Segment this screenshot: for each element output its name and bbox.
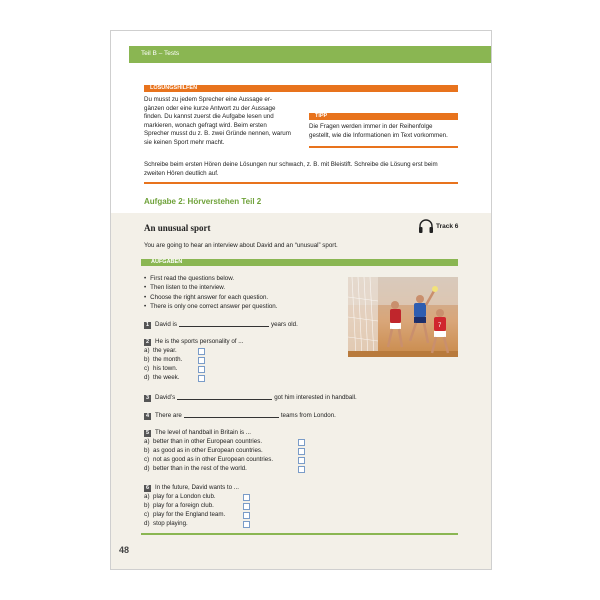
question-text: teams from London. bbox=[280, 412, 336, 419]
option-text: play for a London club. bbox=[153, 493, 216, 500]
list-item: • First read the questions below. bbox=[144, 274, 277, 283]
question-number: 3 bbox=[145, 395, 150, 401]
option-text: better than in the rest of the world. bbox=[153, 465, 247, 472]
question-text: years old. bbox=[271, 321, 298, 328]
answer-checkbox[interactable] bbox=[198, 357, 205, 364]
option-text: his town. bbox=[153, 365, 178, 372]
question-text: David’s bbox=[155, 394, 176, 401]
hilfen-line: Sprecher musst du z. B. zwei Gründe nennen, warum bbox=[144, 130, 291, 138]
answer-checkbox[interactable] bbox=[298, 439, 305, 446]
answer-checkbox[interactable] bbox=[198, 348, 205, 355]
option-row bbox=[144, 447, 263, 455]
option-row bbox=[144, 520, 188, 528]
aufgaben-bar bbox=[141, 259, 458, 266]
question-text: In the future, David wants to ... bbox=[155, 484, 239, 491]
option-row bbox=[144, 365, 177, 373]
question-text: got him interested in handball. bbox=[274, 394, 357, 401]
option-text: the year. bbox=[153, 347, 177, 354]
tipp-rule bbox=[309, 146, 458, 148]
list-item: • Then listen to the interview. bbox=[144, 283, 277, 292]
answer-checkbox[interactable] bbox=[243, 512, 250, 519]
option-row bbox=[144, 356, 182, 364]
option-letter: b) bbox=[144, 356, 150, 363]
hilfen-line: markieren, wonach gefragt wird. Beim ersten bbox=[144, 121, 267, 129]
option-text: not as good as in other European countries. bbox=[153, 456, 274, 463]
option-row bbox=[144, 511, 225, 519]
question-text: David is bbox=[155, 321, 178, 328]
option-text: play for the England team. bbox=[153, 511, 226, 518]
option-row bbox=[144, 438, 262, 446]
option-text: the week. bbox=[153, 374, 180, 381]
option-letter: b) bbox=[144, 502, 150, 509]
hilfen-line: sie keinen Sport mehr macht. bbox=[144, 138, 225, 146]
steps-list bbox=[144, 274, 277, 312]
question-4 bbox=[144, 411, 336, 420]
hilfen-bar bbox=[144, 85, 458, 92]
question-number: 5 bbox=[145, 430, 150, 436]
hilfen-text bbox=[144, 96, 309, 148]
svg-text:7: 7 bbox=[438, 323, 442, 329]
answer-checkbox[interactable] bbox=[298, 448, 305, 455]
option-text: better than in other European countries. bbox=[153, 438, 263, 445]
handball-photo bbox=[348, 277, 458, 357]
option-letter: d) bbox=[144, 520, 150, 527]
tipp-bar bbox=[309, 113, 458, 120]
answer-blank[interactable] bbox=[184, 411, 279, 418]
option-row bbox=[144, 456, 273, 464]
answer-blank[interactable] bbox=[177, 393, 272, 400]
option-letter: b) bbox=[144, 447, 150, 454]
question-text: He is the sports personality of ... bbox=[155, 338, 244, 345]
track-indicator bbox=[418, 218, 468, 234]
instruction-text bbox=[144, 161, 464, 178]
answer-checkbox[interactable] bbox=[243, 503, 250, 510]
hilfen-line: gänzen oder eine kurze Antwort zu der Aussage bbox=[144, 104, 276, 112]
list-item: • Choose the right answer for each question. bbox=[144, 293, 277, 302]
question-number: 1 bbox=[145, 322, 150, 328]
instruction-rule bbox=[144, 182, 458, 184]
option-letter: a) bbox=[144, 493, 150, 500]
option-text: as good as in other European countries. bbox=[153, 447, 263, 454]
question-text: The level of handball in Britain is ... bbox=[155, 429, 251, 436]
answer-checkbox[interactable] bbox=[198, 375, 205, 382]
option-letter: c) bbox=[144, 456, 150, 463]
track-label: Track 6 bbox=[436, 223, 459, 230]
instruction-line: Schreibe beim ersten Hören deine Lösungen nur schwach, z. B. mit Bleistift. Schreibe die Lösung erst beim bbox=[144, 161, 438, 168]
tipp-line: Die Fragen werden immer in der Reihenfolge bbox=[309, 123, 433, 130]
question-1 bbox=[144, 320, 298, 329]
option-letter: a) bbox=[144, 438, 150, 445]
option-row bbox=[144, 502, 214, 510]
answer-checkbox[interactable] bbox=[243, 494, 250, 501]
hilfen-line: finden. Du kannst zuerst die Aufgabe lesen und bbox=[144, 113, 274, 121]
option-text: stop playing. bbox=[153, 520, 188, 527]
option-row bbox=[144, 347, 177, 355]
page-number: 48 bbox=[119, 545, 130, 555]
hilfen-line: Du musst zu jedem Sprecher eine Aussage er- bbox=[144, 96, 272, 103]
option-letter: c) bbox=[144, 511, 150, 518]
question-number: 2 bbox=[145, 339, 150, 345]
hilfen-label: LÖSUNGSHILFEN bbox=[150, 85, 198, 91]
question-2 bbox=[144, 338, 243, 346]
workbook-page bbox=[110, 30, 492, 570]
option-row bbox=[144, 493, 216, 501]
section-title: Teil B – Tests bbox=[141, 50, 180, 57]
instruction-line: zweiten Hören deutlich auf. bbox=[144, 169, 219, 177]
exercise-title: An unusual sport bbox=[144, 223, 211, 233]
answer-checkbox[interactable] bbox=[243, 521, 250, 528]
bottom-rule bbox=[141, 533, 458, 535]
answer-blank[interactable] bbox=[179, 320, 269, 327]
exercise-intro: You are going to hear an interview about David and an “unusual” sport. bbox=[144, 242, 338, 249]
question-5 bbox=[144, 429, 251, 437]
tipp-line: gestellt, wie die Informationen im Text vorkommen. bbox=[309, 131, 448, 139]
list-item: • There is only one correct answer per question. bbox=[144, 302, 277, 311]
option-row bbox=[144, 465, 247, 473]
option-letter: a) bbox=[144, 347, 150, 354]
aufgabe-title: Aufgabe 2: Hörverstehen Teil 2 bbox=[144, 197, 262, 206]
option-text: play for a foreign club. bbox=[153, 502, 214, 509]
question-text: There are bbox=[155, 412, 182, 419]
question-number: 6 bbox=[145, 485, 150, 491]
option-letter: c) bbox=[144, 365, 150, 372]
option-text: the month. bbox=[153, 356, 183, 363]
tipp-label: TIPP bbox=[315, 113, 328, 119]
answer-checkbox[interactable] bbox=[198, 366, 205, 373]
question-6 bbox=[144, 484, 239, 492]
option-row bbox=[144, 374, 179, 382]
section-header-bar bbox=[129, 46, 491, 63]
answer-checkbox[interactable] bbox=[298, 457, 305, 464]
tipp-text bbox=[309, 123, 461, 140]
option-letter: d) bbox=[144, 465, 150, 472]
question-3 bbox=[144, 393, 357, 402]
answer-checkbox[interactable] bbox=[298, 466, 305, 473]
headphones-icon bbox=[418, 218, 434, 234]
question-number: 4 bbox=[145, 413, 150, 419]
aufgaben-label: AUFGABEN bbox=[151, 259, 183, 265]
option-letter: d) bbox=[144, 374, 150, 381]
